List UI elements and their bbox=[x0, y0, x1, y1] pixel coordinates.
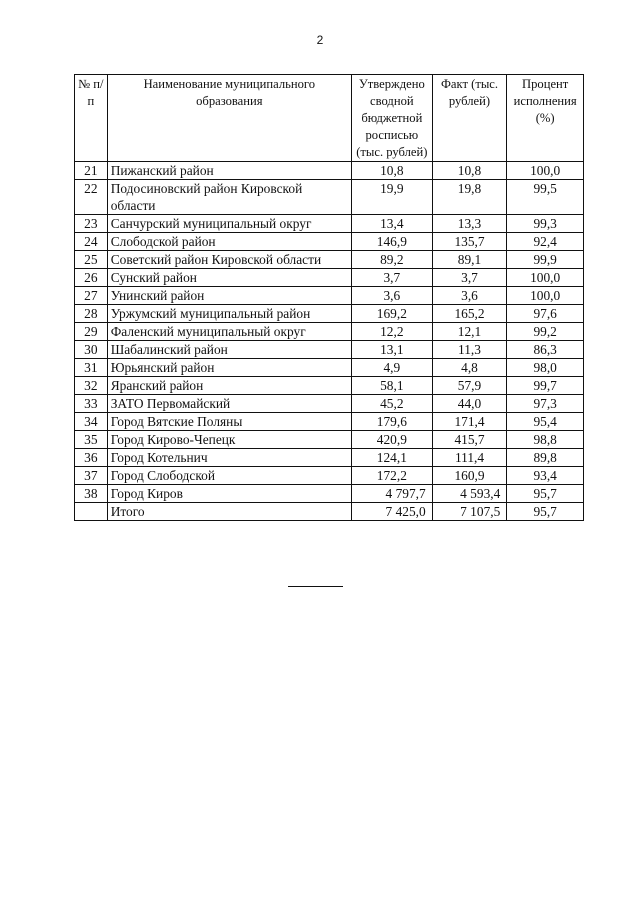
cell-num: 22 bbox=[75, 180, 108, 215]
cell-name: Унинский район bbox=[107, 287, 351, 305]
cell-name: Слободской район bbox=[107, 233, 351, 251]
cell-percent: 99,5 bbox=[507, 180, 584, 215]
cell-approved: 179,6 bbox=[351, 413, 432, 431]
cell-fact: 11,3 bbox=[432, 341, 507, 359]
cell-num: 24 bbox=[75, 233, 108, 251]
cell-percent: 93,4 bbox=[507, 467, 584, 485]
cell-num: 31 bbox=[75, 359, 108, 377]
table-row bbox=[75, 341, 584, 359]
cell-fact: 19,8 bbox=[432, 180, 507, 215]
cell-fact: 44,0 bbox=[432, 395, 507, 413]
cell-fact: 4,8 bbox=[432, 359, 507, 377]
cell-name: Подосиновский район Кировской области bbox=[107, 180, 351, 215]
header-fact: Факт (тыс. рублей) bbox=[432, 75, 507, 162]
cell-name: Советский район Кировской области bbox=[107, 251, 351, 269]
cell-num: 26 bbox=[75, 269, 108, 287]
table-body bbox=[75, 162, 584, 521]
cell-fact: 3,6 bbox=[432, 287, 507, 305]
cell-approved: 89,2 bbox=[351, 251, 432, 269]
cell-approved: 3,6 bbox=[351, 287, 432, 305]
table-row bbox=[75, 431, 584, 449]
cell-num bbox=[75, 503, 108, 521]
table-row bbox=[75, 233, 584, 251]
cell-num: 32 bbox=[75, 377, 108, 395]
cell-approved: 13,1 bbox=[351, 341, 432, 359]
cell-num: 23 bbox=[75, 215, 108, 233]
header-approved: Утверждено сводной бюджетной росписью (тыс. рублей) bbox=[351, 75, 432, 162]
cell-approved: 3,7 bbox=[351, 269, 432, 287]
cell-name: Город Котельнич bbox=[107, 449, 351, 467]
cell-fact: 165,2 bbox=[432, 305, 507, 323]
cell-approved: 12,2 bbox=[351, 323, 432, 341]
cell-name: Город Вятские Поляны bbox=[107, 413, 351, 431]
cell-fact: 111,4 bbox=[432, 449, 507, 467]
cell-percent: 99,3 bbox=[507, 215, 584, 233]
cell-percent: 98,8 bbox=[507, 431, 584, 449]
cell-percent: 99,7 bbox=[507, 377, 584, 395]
cell-percent: 95,4 bbox=[507, 413, 584, 431]
cell-percent: 98,0 bbox=[507, 359, 584, 377]
cell-percent: 86,3 bbox=[507, 341, 584, 359]
table-row bbox=[75, 180, 584, 215]
cell-percent: 92,4 bbox=[507, 233, 584, 251]
cell-name: Уржумский муниципальный район bbox=[107, 305, 351, 323]
page-number: 2 bbox=[316, 33, 324, 47]
cell-num: 30 bbox=[75, 341, 108, 359]
cell-num: 38 bbox=[75, 485, 108, 503]
cell-fact: 171,4 bbox=[432, 413, 507, 431]
table-row bbox=[75, 377, 584, 395]
cell-approved: 169,2 bbox=[351, 305, 432, 323]
cell-approved: 4 797,7 bbox=[351, 485, 432, 503]
table-row bbox=[75, 413, 584, 431]
cell-approved: 146,9 bbox=[351, 233, 432, 251]
cell-name: Яранский район bbox=[107, 377, 351, 395]
table-row bbox=[75, 359, 584, 377]
cell-percent: 99,9 bbox=[507, 251, 584, 269]
cell-percent: 100,0 bbox=[507, 162, 584, 180]
cell-fact: 12,1 bbox=[432, 323, 507, 341]
cell-name: ЗАТО Первомайский bbox=[107, 395, 351, 413]
cell-fact: 415,7 bbox=[432, 431, 507, 449]
cell-name: Город Слободской bbox=[107, 467, 351, 485]
cell-num: 34 bbox=[75, 413, 108, 431]
cell-fact: 57,9 bbox=[432, 377, 507, 395]
cell-num: 36 bbox=[75, 449, 108, 467]
cell-approved: 13,4 bbox=[351, 215, 432, 233]
cell-percent: 95,7 bbox=[507, 485, 584, 503]
header-percent: Процент исполнения (%) bbox=[507, 75, 584, 162]
cell-num: 25 bbox=[75, 251, 108, 269]
cell-name: Фаленский муниципальный округ bbox=[107, 323, 351, 341]
cell-approved: 10,8 bbox=[351, 162, 432, 180]
cell-fact: 4 593,4 bbox=[432, 485, 507, 503]
cell-approved: 19,9 bbox=[351, 180, 432, 215]
cell-percent: 97,6 bbox=[507, 305, 584, 323]
header-name: Наименование муниципального образования bbox=[107, 75, 351, 162]
cell-approved: 7 425,0 bbox=[351, 503, 432, 521]
cell-fact: 13,3 bbox=[432, 215, 507, 233]
cell-approved: 58,1 bbox=[351, 377, 432, 395]
cell-num: 28 bbox=[75, 305, 108, 323]
table-row bbox=[75, 162, 584, 180]
table-row bbox=[75, 395, 584, 413]
cell-name: Итого bbox=[107, 503, 351, 521]
cell-name: Юрьянский район bbox=[107, 359, 351, 377]
cell-approved: 45,2 bbox=[351, 395, 432, 413]
cell-fact: 10,8 bbox=[432, 162, 507, 180]
table-row bbox=[75, 449, 584, 467]
table-header-row bbox=[75, 75, 584, 162]
cell-name: Шабалинский район bbox=[107, 341, 351, 359]
cell-fact: 89,1 bbox=[432, 251, 507, 269]
budget-execution-table bbox=[74, 74, 584, 521]
table-row bbox=[75, 269, 584, 287]
cell-num: 37 bbox=[75, 467, 108, 485]
cell-percent: 100,0 bbox=[507, 287, 584, 305]
cell-percent: 89,8 bbox=[507, 449, 584, 467]
cell-fact: 135,7 bbox=[432, 233, 507, 251]
cell-name: Пижанский район bbox=[107, 162, 351, 180]
table-row bbox=[75, 251, 584, 269]
end-separator-line bbox=[288, 586, 343, 587]
table-row bbox=[75, 287, 584, 305]
cell-approved: 4,9 bbox=[351, 359, 432, 377]
cell-num: 35 bbox=[75, 431, 108, 449]
table-row bbox=[75, 323, 584, 341]
total-row bbox=[75, 503, 584, 521]
cell-percent: 100,0 bbox=[507, 269, 584, 287]
table-row bbox=[75, 485, 584, 503]
cell-percent: 99,2 bbox=[507, 323, 584, 341]
cell-fact: 160,9 bbox=[432, 467, 507, 485]
cell-num: 33 bbox=[75, 395, 108, 413]
cell-num: 29 bbox=[75, 323, 108, 341]
cell-approved: 124,1 bbox=[351, 449, 432, 467]
table-row bbox=[75, 305, 584, 323]
cell-percent: 95,7 bbox=[507, 503, 584, 521]
cell-name: Санчурский муниципальный округ bbox=[107, 215, 351, 233]
cell-name: Сунский район bbox=[107, 269, 351, 287]
cell-percent: 97,3 bbox=[507, 395, 584, 413]
cell-fact: 3,7 bbox=[432, 269, 507, 287]
cell-num: 21 bbox=[75, 162, 108, 180]
cell-num: 27 bbox=[75, 287, 108, 305]
table-row bbox=[75, 467, 584, 485]
cell-fact: 7 107,5 bbox=[432, 503, 507, 521]
cell-approved: 172,2 bbox=[351, 467, 432, 485]
cell-name: Город Киров bbox=[107, 485, 351, 503]
header-num: № п/п bbox=[75, 75, 108, 162]
cell-name: Город Кирово-Чепецк bbox=[107, 431, 351, 449]
table-row bbox=[75, 215, 584, 233]
cell-approved: 420,9 bbox=[351, 431, 432, 449]
